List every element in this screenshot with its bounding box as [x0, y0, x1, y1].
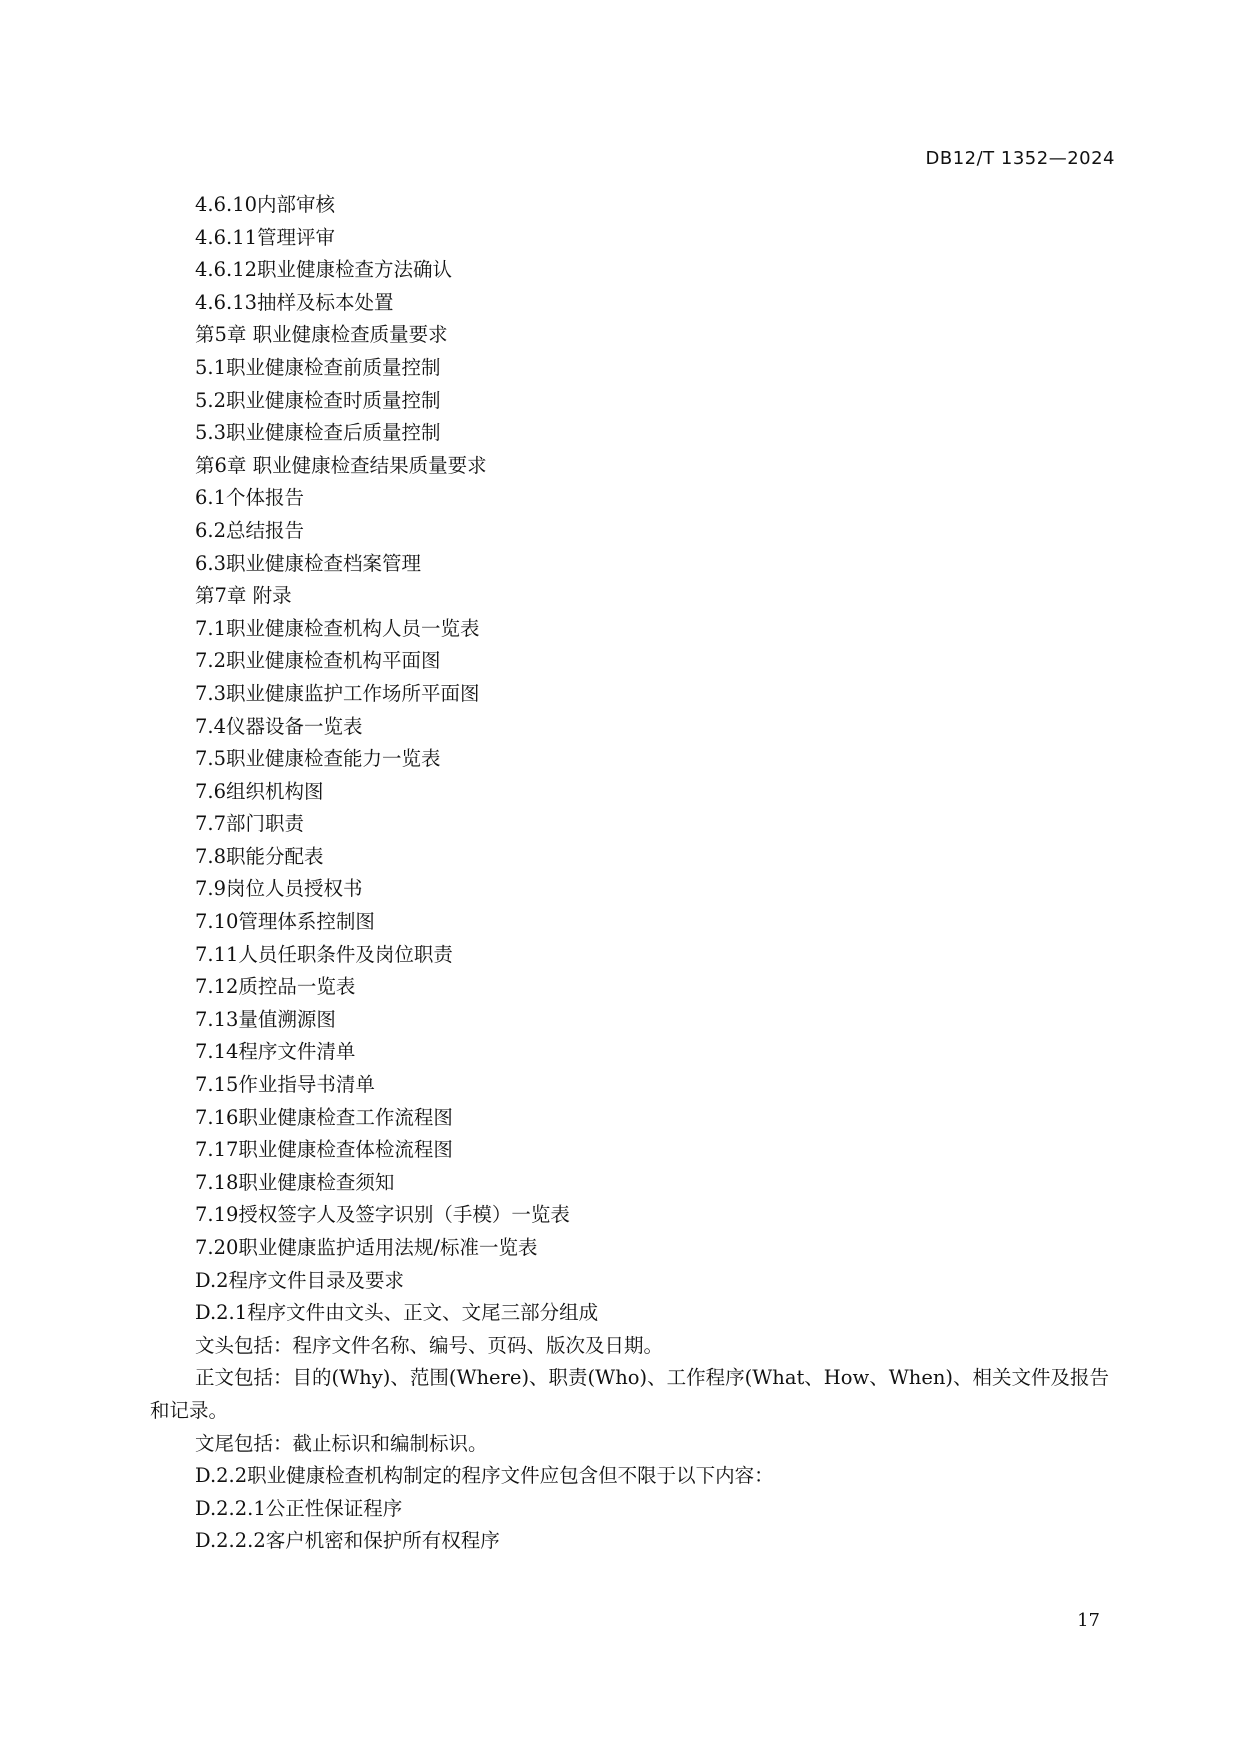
toc-line: 7.10管理体系控制图: [195, 910, 375, 934]
list-item: D.2.2.2客户机密和保护所有权程序: [195, 1529, 500, 1553]
toc-line: 7.15作业指导书清单: [195, 1073, 375, 1097]
toc-line: 7.20职业健康监护适用法规/标准一览表: [195, 1236, 538, 1259]
toc-line: 4.6.11管理评审: [195, 225, 336, 249]
toc-line: 4.6.13抽样及标本处置: [195, 290, 394, 314]
chapter-heading: 第5章 职业健康检查质量要求: [195, 323, 448, 347]
body-text: 文头包括：程序文件名称、编号、页码、版次及日期。: [195, 1333, 664, 1357]
toc-line: 7.17职业健康检查体检流程图: [195, 1138, 453, 1162]
document-code: DB12/T 1352—2024: [925, 148, 1115, 169]
toc-line: 5.2职业健康检查时质量控制: [195, 388, 441, 412]
toc-line: 7.14程序文件清单: [195, 1040, 356, 1064]
toc-line: 6.3职业健康检查档案管理: [195, 551, 422, 575]
subsection-heading: D.2.2职业健康检查机构制定的程序文件应包含但不限于以下内容：: [195, 1464, 774, 1488]
subsection-heading: D.2.1程序文件由文头、正文、文尾三部分组成: [195, 1301, 599, 1325]
paragraph-continuation: 和记录。: [150, 1398, 229, 1422]
toc-line: 4.6.12职业健康检查方法确认: [195, 258, 453, 282]
toc-line: 4.6.10内部审核: [195, 193, 336, 216]
toc-line: 7.5职业健康检查能力一览表: [195, 747, 441, 771]
toc-line: 7.6组织机构图: [195, 779, 324, 803]
toc-line: 7.4仪器设备一览表: [195, 714, 363, 738]
page-number: 17: [1077, 1610, 1100, 1631]
section-heading: D.2程序文件目录及要求: [195, 1268, 405, 1292]
list-item: D.2.2.1公正性保证程序: [195, 1496, 403, 1520]
toc-line: 5.1职业健康检查前质量控制: [195, 355, 441, 379]
toc-line: 7.13量值溯源图: [195, 1007, 336, 1031]
toc-line: 7.12质控品一览表: [195, 975, 356, 999]
toc-line: 7.11人员任职条件及岗位职责: [195, 942, 453, 966]
chapter-heading: 第7章 附录: [195, 584, 292, 608]
toc-line: 7.18职业健康检查须知: [195, 1170, 395, 1194]
toc-line: 7.8职能分配表: [195, 844, 324, 868]
toc-line: 7.7部门职责: [195, 812, 305, 836]
toc-line: 7.19授权签字人及签字识别（手模）一览表: [195, 1203, 570, 1227]
toc-line: 7.1职业健康检查机构人员一览表: [195, 616, 480, 640]
toc-line: 5.3职业健康检查后质量控制: [195, 421, 441, 445]
paragraph-first-line: 正文包括：目的(Why)、范围(Where)、职责(Who)、工作程序(What、How、When)、相关文件及报告: [195, 1366, 1110, 1390]
page-body: [150, 189, 1125, 1558]
toc-line: 7.3职业健康监护工作场所平面图: [195, 681, 480, 705]
toc-line: 7.9岗位人员授权书: [195, 877, 363, 901]
toc-line: 7.2职业健康检查机构平面图: [195, 649, 441, 673]
toc-line: 6.1个体报告: [195, 486, 305, 510]
toc-line: 7.16职业健康检查工作流程图: [195, 1105, 453, 1129]
body-text: 文尾包括：截止标识和编制标识。: [195, 1431, 488, 1455]
chapter-heading: 第6章 职业健康检查结果质量要求: [195, 453, 487, 477]
toc-line: 6.2总结报告: [195, 518, 305, 542]
